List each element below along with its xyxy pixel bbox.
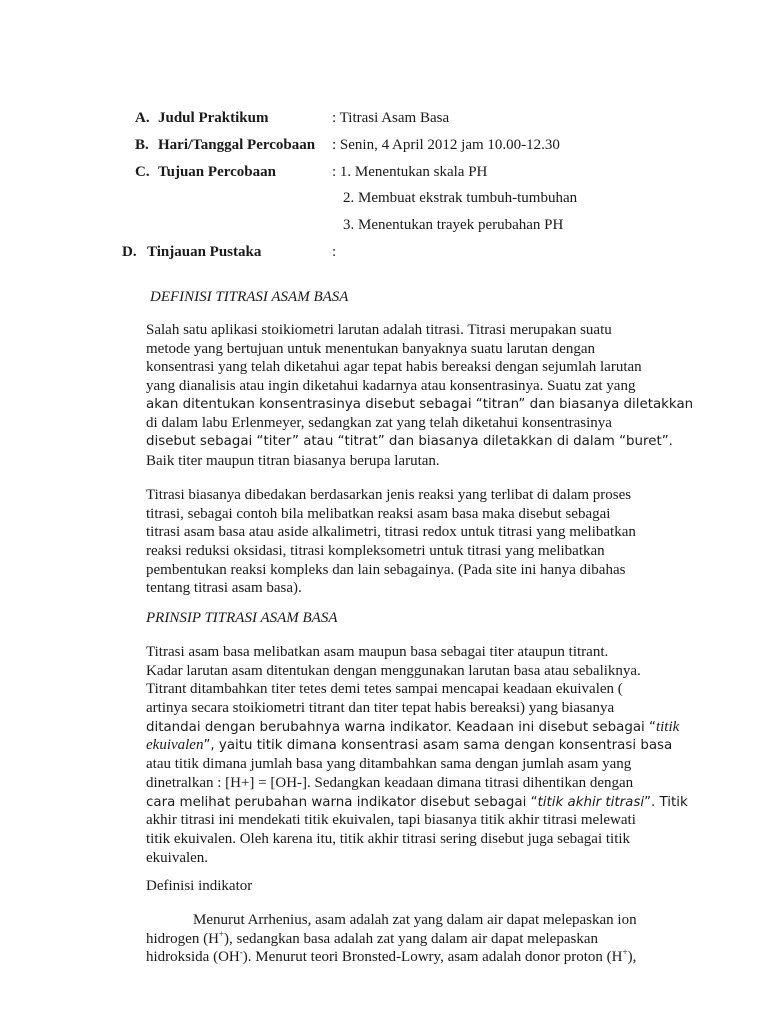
paragraph-prinsip xyxy=(146,643,688,867)
row-value: 3. Menentukan trayek perubahan PH xyxy=(343,217,564,233)
superscript: + xyxy=(218,928,224,939)
text-run: ”, yaitu titik dimana konsentrasi asam sama dengan konsentrasi basa xyxy=(203,738,673,754)
row-letter: C. xyxy=(135,164,150,180)
term-titik-akhir-titrasi: titik akhir titrasi xyxy=(537,794,645,810)
text-run: ”. Titik xyxy=(644,794,688,810)
text-line xyxy=(146,948,666,967)
term-ekuivalen: ekuivalen xyxy=(146,737,204,754)
text-run: hidroksida (OH xyxy=(146,949,240,966)
row-label: Tinjauan Pustaka xyxy=(147,244,262,260)
text-line: pembentukan reaksi kompleks dan lain sebagainya. (Pada site ini hanya dibahas xyxy=(146,561,626,578)
row-letter: B. xyxy=(135,137,149,153)
row-letter: D. xyxy=(122,244,137,260)
paragraph-arrhenius xyxy=(146,911,666,967)
text-line: dinetralkan : [H+] = [OH-]. Sedangkan keadaan dimana titrasi dihentikan dengan xyxy=(146,774,634,791)
section-heading-prinsip: PRINSIP TITRASI ASAM BASA xyxy=(146,610,338,626)
text-line xyxy=(146,793,688,812)
text-line: Menurut Arrhenius, asam adalah zat yang dalam air dapat melepaskan ion xyxy=(193,912,637,928)
text-run: ). Menurut teori Bronsted-Lowry, asam adalah donor proton (H xyxy=(242,949,623,966)
text-line: metode yang bertujuan untuk menentukan banyaknya suatu larutan dengan xyxy=(146,340,596,357)
row-label: Tujuan Percobaan xyxy=(158,164,276,180)
superscript: + xyxy=(622,947,628,958)
text-line: Kadar larutan asam ditentukan dengan menggunakan larutan basa atau sebaliknya. xyxy=(146,662,641,679)
text-line: akan ditentukan konsentrasinya disebut sebagai “titran” dan biasanya diletakkan xyxy=(146,396,694,412)
text-line: Salah satu aplikasi stoikiometri larutan adalah titrasi. Titrasi merupakan suatu xyxy=(146,322,612,338)
text-line: yang dianalisis atau ingin diketahui kadarnya atau konsentrasinya. Suatu zat yang xyxy=(146,378,636,395)
paragraph-jenis-titrasi xyxy=(146,486,666,598)
term-titik: titik xyxy=(655,718,680,735)
text-line: titik ekuivalen. Oleh karena itu, titik akhir titrasi sering disebut juga sebagai titik xyxy=(146,830,631,847)
header-row-c2 xyxy=(343,188,577,208)
text-run: ), sedangkan basa adalah zat yang dalam air dapat melepaskan xyxy=(223,930,598,947)
text-line: artinya secara stoikiometri titrant dan titer tepat habis bereaksi) yang biasanya xyxy=(146,700,615,717)
text-line: reaksi reduksi oksidasi, titrasi kompleksometri untuk titrasi yang melibatkan xyxy=(146,543,605,560)
text-line: Titrant ditambahkan titer tetes demi tetes sampai mencapai keadaan ekuivalen ( xyxy=(146,681,623,698)
text-line: disebut sebagai “titer” atau “titrat” dan biasanya diletakkan di dalam “buret”. xyxy=(146,434,673,450)
subheading-definisi-indikator: Definisi indikator xyxy=(146,878,253,894)
row-value: : Senin, 4 April 2012 jam 10.00-12.30 xyxy=(332,137,560,153)
row-label: Hari/Tanggal Percobaan xyxy=(158,137,316,153)
row-value: : Titrasi Asam Basa xyxy=(332,110,450,126)
text-line xyxy=(146,718,680,737)
row-label: Judul Praktikum xyxy=(158,110,269,126)
text-line: akhir titrasi ini mendekati titik ekuivalen, tapi biasanya titik akhir titrasi melewati xyxy=(146,812,636,829)
text-line: Titrasi asam basa melibatkan asam maupun basa sebagai titer ataupun titrant. xyxy=(146,644,609,660)
text-run: hidrogen (H xyxy=(146,930,219,947)
text-line: Baik titer maupun titran biasanya berupa larutan. xyxy=(146,452,440,469)
text-line: Titrasi biasanya dibedakan berdasarkan jenis reaksi yang terlibat di dalam proses xyxy=(146,487,632,503)
header-row-c3 xyxy=(343,215,563,235)
text-run: cara melihat perubahan warna indikator disebut sebagai “ xyxy=(146,794,538,810)
text-line: konsentrasi yang telah diketahui agar tepat habis bereaksi dengan sejumlah larutan xyxy=(146,359,642,376)
text-line: ekuivalen. xyxy=(146,849,209,866)
text-run: ), xyxy=(627,949,637,966)
text-line xyxy=(146,736,673,755)
paragraph-definisi xyxy=(146,321,694,471)
row-letter: A. xyxy=(135,110,150,126)
text-line xyxy=(146,930,666,949)
text-line: titrasi, sebagai contoh bila melibatkan reaksi asam basa maka disebut sebagai xyxy=(146,505,611,522)
row-value: : 1. Menentukan skala PH xyxy=(332,164,488,180)
section-heading-definisi: DEFINISI TITRASI ASAM BASA xyxy=(150,289,349,305)
text-line: di dalam labu Erlenmeyer, sedangkan zat yang telah diketahui konsentrasinya xyxy=(146,415,612,432)
row-value: : xyxy=(332,244,337,260)
text-line: atau titik dimana jumlah basa yang ditambahkan sama dengan jumlah asam yang xyxy=(146,756,632,773)
superscript: - xyxy=(239,947,243,958)
text-run: ditandai dengan berubahnya warna indikator. Keadaan ini disebut sebagai “ xyxy=(146,719,656,735)
text-line: titrasi asam basa atau aside alkalimetri, titrasi redox untuk titrasi yang melibatkan xyxy=(146,524,636,541)
text-line: tentang titrasi asam basa). xyxy=(146,580,302,597)
row-value: 2. Membuat ekstrak tumbuh-tumbuhan xyxy=(343,190,578,206)
